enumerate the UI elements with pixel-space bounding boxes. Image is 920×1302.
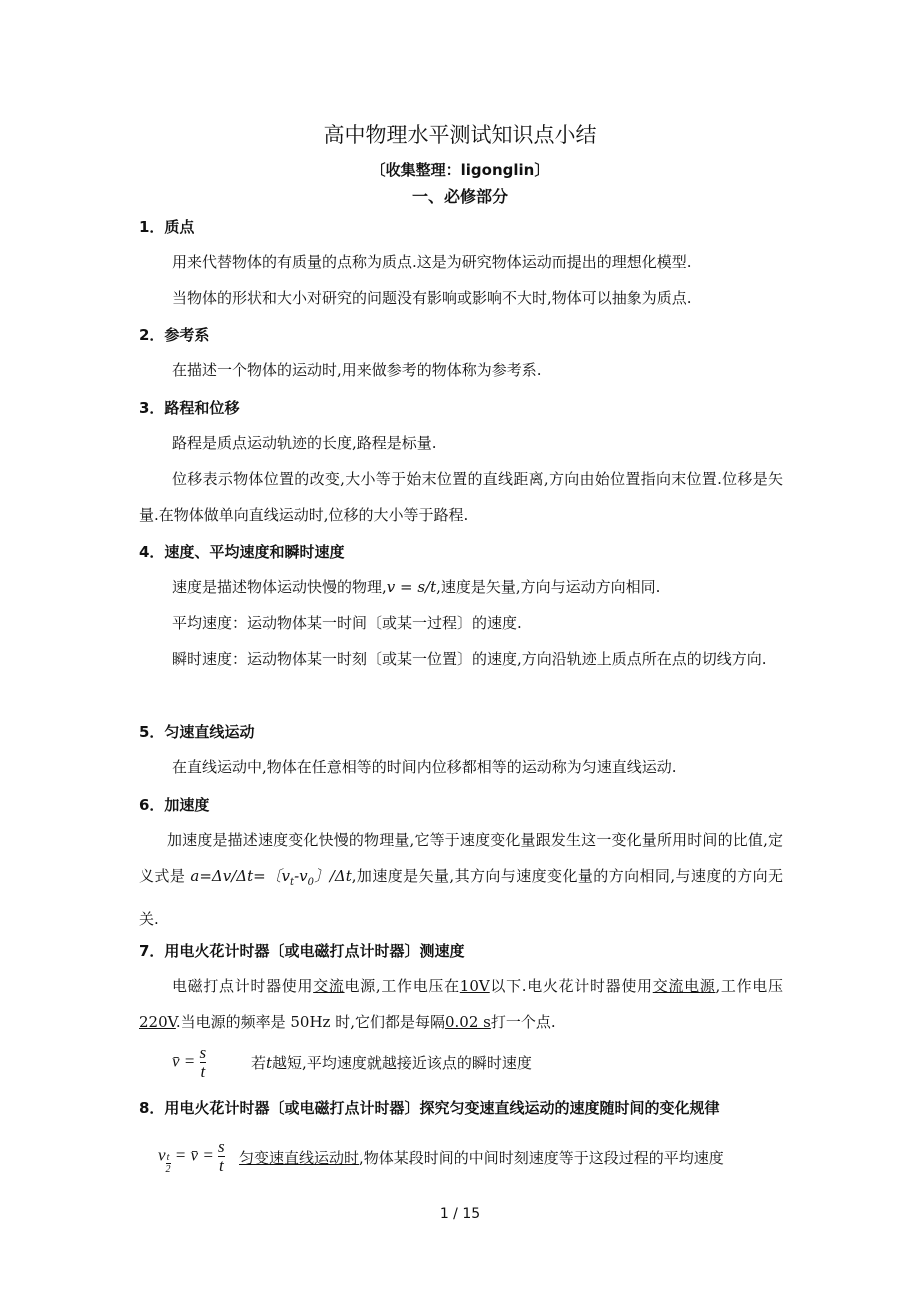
underlined-10v: 10V <box>459 977 490 995</box>
denominator: t <box>200 1062 206 1081</box>
formula-mid: = v̄ = <box>174 1145 214 1165</box>
variable-t: t <box>266 1054 273 1072</box>
section-4-paragraph-2: 平均速度：运动物体某一时间〔或某一过程〕的速度. <box>172 614 522 632</box>
fraction <box>200 1044 207 1081</box>
section-1-paragraph-2: 当物体的形状和大小对研究的问题没有影响或影响不大时,物体可以抽象为质点. <box>172 289 692 307</box>
formula-part-1: a=Δv/Δt=〔v <box>190 867 291 885</box>
formula-v: v <box>158 1145 166 1165</box>
underlined-text: 匀变速直线运动时 <box>239 1149 360 1167</box>
text: 电磁打点计时器使用 <box>172 977 314 995</box>
section-4-paragraph-1 <box>139 569 783 605</box>
text: 以下.电火花计时器使用 <box>489 977 653 995</box>
formula-part-2: -v <box>294 867 308 885</box>
formula-part-3: 〕/Δt <box>313 867 352 885</box>
section-1-paragraph-1: 用来代替物体的有质量的点称为质点.这是为研究物体运动而提出的理想化模型. <box>172 253 692 271</box>
text: ,物体某段时间的中间时刻速度等于这段过程的平均速度 <box>359 1149 724 1167</box>
part-title: 一、必修部分 <box>411 187 508 206</box>
acceleration-formula <box>190 867 352 888</box>
midpoint-velocity-note <box>239 1147 724 1168</box>
text: 若 <box>251 1054 267 1072</box>
document-subtitle: 〔收集整理：ligonglin〕 <box>370 161 550 179</box>
speed-formula: v = s/t <box>386 578 437 596</box>
section-5-paragraph-1: 在直线运动中,物体在任意相等的时间内位移都相等的运动称为匀速直线运动. <box>172 758 677 776</box>
section-3-paragraph-1: 路程是质点运动轨迹的长度,路程是标量. <box>172 434 437 452</box>
section-3-heading: 3．路程和位移 <box>139 399 240 417</box>
sub-denominator: 2 <box>165 1164 171 1176</box>
section-3-paragraph-2: 位移表示物体位置的改变,大小等于始末位置的直线距离,方向由始位置指向末位置.位移是矢量.在物体做单向直线运动时,位移的大小等于路程. <box>139 470 783 524</box>
section-7-paragraph-1 <box>139 968 783 1040</box>
text: 打一个点. <box>490 1013 556 1031</box>
fraction <box>218 1138 225 1175</box>
text: ,工作电压 <box>715 977 783 995</box>
section-6-text-post: ,加速度是矢量,其方向与速度变化量的方向相同,与速度的方向无关. <box>139 867 783 928</box>
denominator: t <box>218 1156 224 1175</box>
section-4-paragraph-3: 瞬时速度：运动物体某一时刻〔或某一位置〕的速度,方向沿轨迹上质点所在点的切线方向. <box>172 650 767 668</box>
section-7-heading: 7．用电火花计时器〔或电磁打点计时器〕测速度 <box>139 942 465 960</box>
underlined-interval: 0.02 s <box>445 1013 491 1031</box>
average-velocity-note <box>251 1052 532 1073</box>
text: .当电源的频率是 50Hz 时,它们都是每隔 <box>175 1013 445 1031</box>
underlined-ac: 交流 <box>313 977 345 995</box>
section-4-heading: 4．速度、平均速度和瞬时速度 <box>139 543 345 561</box>
section-6-paragraph-1 <box>139 822 783 937</box>
formula-sub-0: 0 <box>307 877 314 888</box>
subscript-fraction <box>166 1152 171 1175</box>
section-4-text-pre: 速度是描述物体运动快慢的物理, <box>172 578 387 596</box>
underlined-220v: 220V <box>139 1013 176 1031</box>
numerator: s <box>199 1043 207 1062</box>
formula-sub-t: t <box>290 877 295 888</box>
midpoint-velocity-formula <box>158 1138 225 1175</box>
underlined-ac-power: 交流电源 <box>652 977 716 995</box>
section-5-heading: 5．匀速直线运动 <box>139 723 255 741</box>
section-6-heading: 6．加速度 <box>139 796 210 814</box>
section-2-paragraph-1: 在描述一个物体的运动时,用来做参考的物体称为参考系. <box>172 361 542 379</box>
section-4-text-post: ,速度是矢量,方向与运动方向相同. <box>436 578 661 596</box>
document-title: 高中物理水平测试知识点小结 <box>323 123 597 147</box>
text: 电源,工作电压在 <box>344 977 460 995</box>
sub-numerator: t <box>166 1152 170 1164</box>
section-2-heading: 2．参考系 <box>139 326 210 344</box>
formula-lhs: v̄ = <box>172 1051 196 1071</box>
section-8-heading: 8．用电火花计时器〔或电磁打点计时器〕探究匀变速直线运动的速度随时间的变化规律 <box>139 1099 720 1117</box>
text: 越短,平均速度就越接近该点的瞬时速度 <box>272 1054 532 1072</box>
section-1-heading: 1．质点 <box>139 218 195 236</box>
page-number: 1 / 15 <box>439 1206 481 1222</box>
average-velocity-formula <box>172 1044 206 1081</box>
section-6-text-pre: 加速度是描述速度变化快慢的物理量,它等于速度变化量跟发生这一变化量所用时间的比值,定义式是 <box>139 831 783 885</box>
numerator: s <box>218 1137 225 1156</box>
